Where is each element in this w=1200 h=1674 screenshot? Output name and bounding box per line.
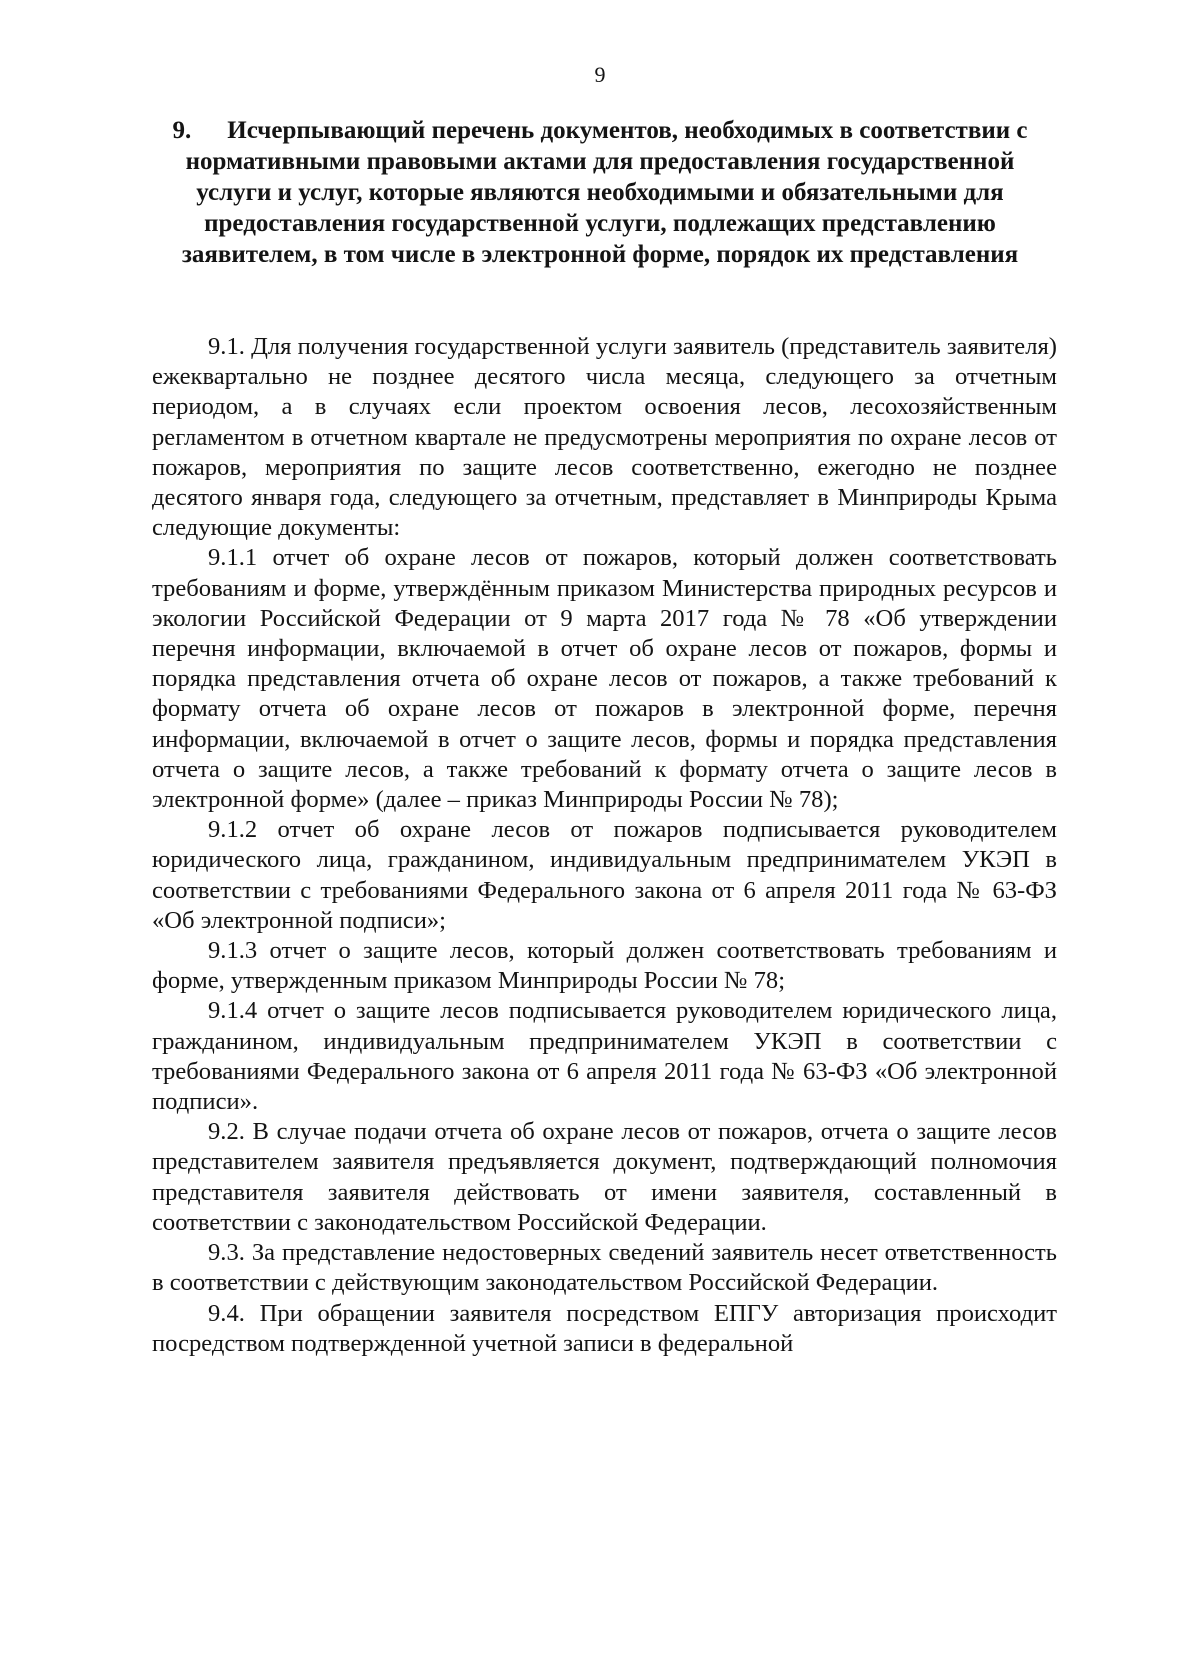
paragraph-9-3: 9.3. За представление недостоверных сведений заявитель несет ответственность в соответствии с действующим законодательством Российской Федерации.: [152, 1239, 1057, 1297]
page-number: 9: [594, 62, 606, 87]
section-title: Исчерпывающий перечень документов, необходимых в соответствии с нормативными правовыми актами для предоставления государственной услуги и услуг, которые являются необходимыми и обязательными для предоставления государственной услуги, подлежащих представлению заявителем, в том числе в электронной форме, порядок их представления: [181, 117, 1028, 268]
paragraph-9-2: 9.2. В случае подачи отчета об охране лесов от пожаров, отчета о защите лесов представителем заявителя предъявляется документ, подтверждающий полномочия представителя заявителя действовать от имени заявителя, составленный в соответствии с законодательством Российской Федерации.: [152, 1118, 1057, 1236]
paragraph-9-1-3: 9.1.3 отчет о защите лесов, который должен соответствовать требованиям и форме, утвержденным приказом Минприроды России № 78;: [152, 937, 1057, 995]
paragraph-9-1-1: 9.1.1 отчет об охране лесов от пожаров, который должен соответствовать требованиям и форме, утверждённым приказом Министерства природных ресурсов и экологии Российской Федерации от 9 марта 2017 года № 78 «Об утверждении перечня информации, включаемой в отчет об охране лесов от пожаров, формы и порядка представления отчета об охране лесов от пожаров, а также требований к формату отчета об охране лесов от пожаров в электронной форме, перечня информации, включаемой в отчет о защите лесов, формы и порядка представления отчета о защите лесов, а также требований к формату отчета о защите лесов в электронной форме» (далее – приказ Минприроды России № 78);: [152, 544, 1057, 814]
paragraph-9-1: 9.1. Для получения государственной услуги заявитель (представитель заявителя) ежеквартально не позднее десятого числа месяца, следующего за отчетным периодом, а в случаях если проектом освоения лесов, лесохозяйственным регламентом в отчетном квартале не предусмотрены мероприятия по охране лесов от пожаров, мероприятия по защите лесов соответственно, ежегодно не позднее десятого января года, следующего за отчетным, представляет в Минприроды Крыма следующие документы:: [152, 333, 1057, 542]
paragraph-9-1-4: 9.1.4 отчет о защите лесов подписывается руководителем юридического лица, гражданином, индивидуальным предпринимателем УКЭП в соответствии с требованиями Федерального закона от 6 апреля 2011 года № 63-ФЗ «Об электронной подписи».: [152, 997, 1057, 1116]
section-number: 9.: [172, 117, 192, 144]
document-body: [152, 332, 1057, 1359]
paragraph-9-1-2: 9.1.2 отчет об охране лесов от пожаров подписывается руководителем юридического лица, гражданином, индивидуальным предпринимателем УКЭП в соответствии с требованиями Федерального закона от 6 апреля 2011 года № 63-ФЗ «Об электронной подписи»;: [152, 816, 1057, 934]
section-heading: [150, 115, 1050, 270]
paragraph-9-4: 9.4. При обращении заявителя посредством ЕПГУ авторизация происходит посредством подтвержденной учетной записи в федеральной: [152, 1299, 1057, 1357]
